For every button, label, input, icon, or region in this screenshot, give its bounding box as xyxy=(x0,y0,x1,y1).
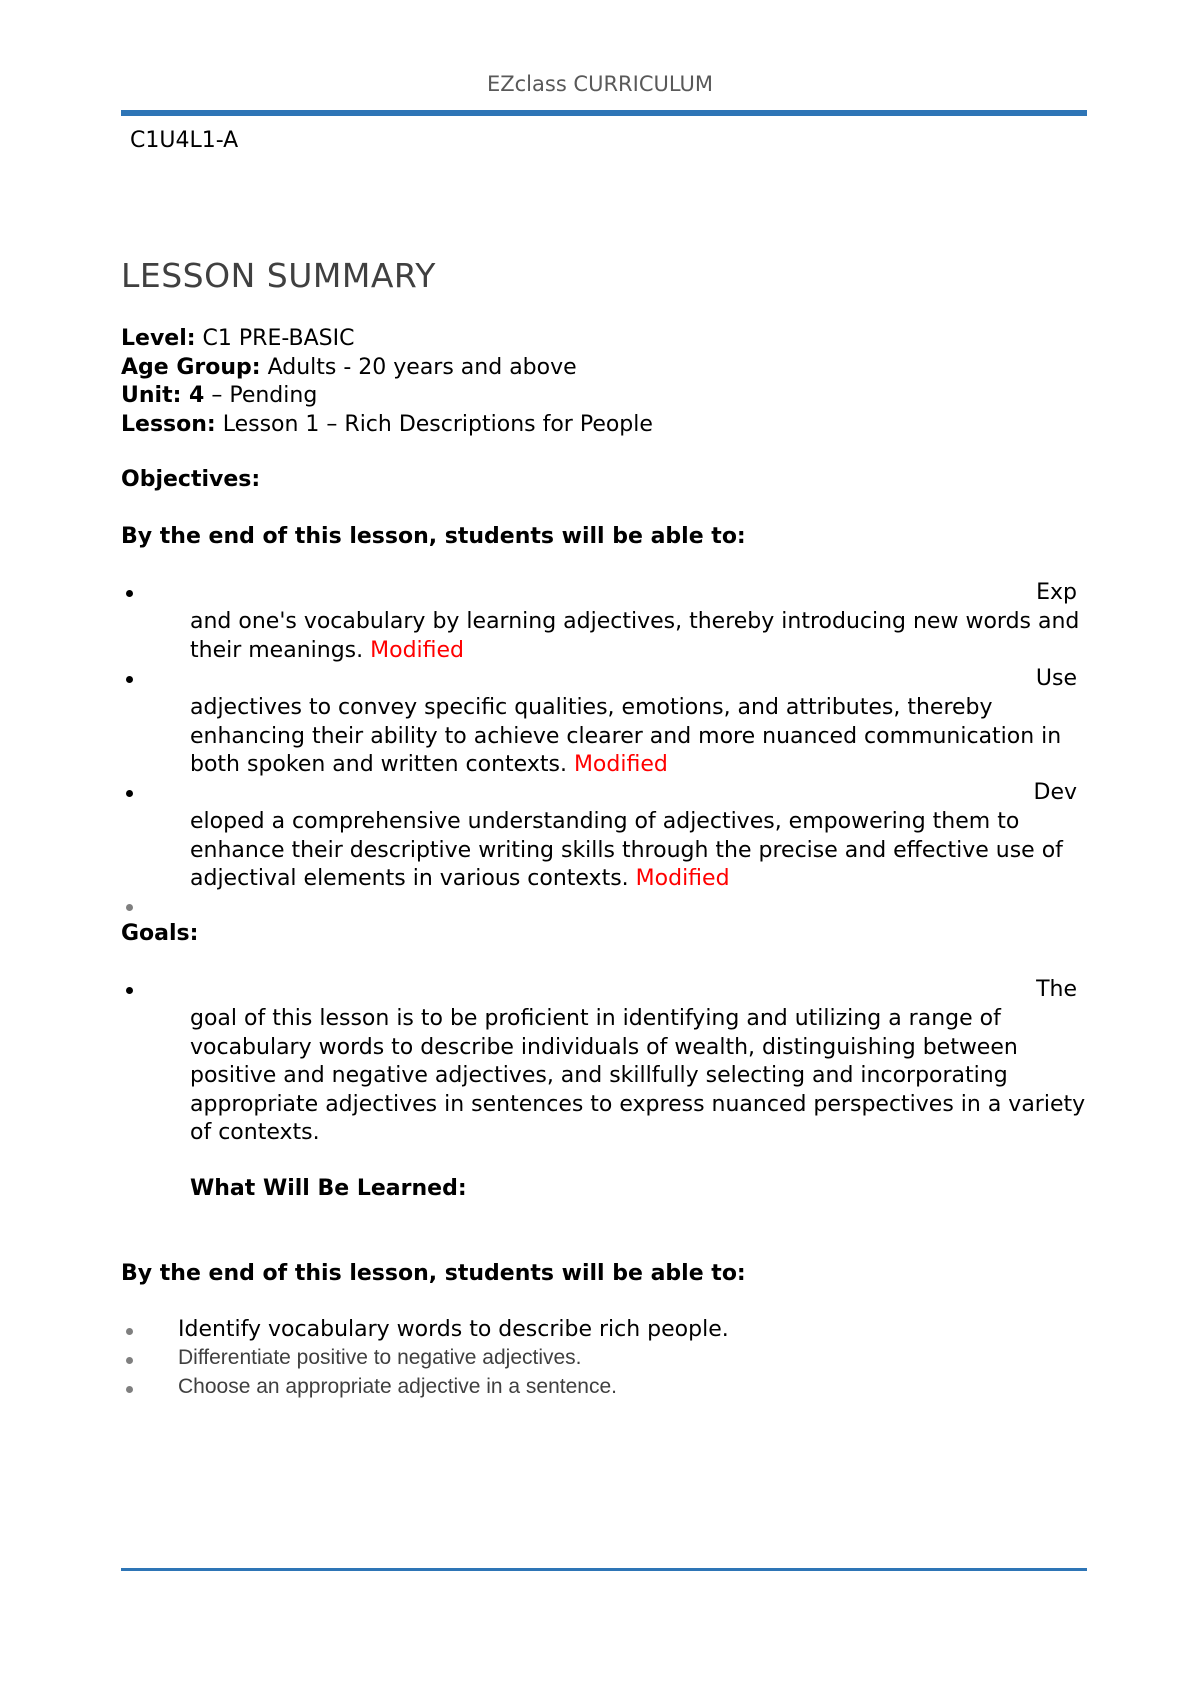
goal-lead: The xyxy=(1036,977,1077,1002)
outcome-item-2: Differentiate positive to negative adjectives. xyxy=(178,1346,582,1369)
modified-tag: Modified xyxy=(370,637,465,663)
objective-3 xyxy=(190,808,1090,894)
objective-1-lead: Exp xyxy=(1036,580,1077,605)
what-will-be-learned-heading: What Will Be Learned: xyxy=(190,1176,467,1201)
modified-tag: Modified xyxy=(573,752,668,777)
level-value: C1 PRE-BASIC xyxy=(195,326,355,351)
modified-tag: Modified xyxy=(635,866,730,891)
outcomes-intro: By the end of this lesson, students will be able to: xyxy=(121,1261,746,1286)
outcome-item-1: Identify vocabulary words to describe rich people. xyxy=(178,1317,729,1342)
bullet-icon xyxy=(126,904,133,911)
objective-3-text: eloped a comprehensive understanding of adjectives, empowering them to enhance their descriptive writing skills through the precise and effective use of adjectival elements in various contexts. xyxy=(190,809,1063,891)
bullet-icon xyxy=(126,790,133,797)
bullet-icon xyxy=(126,987,133,994)
footer-divider xyxy=(121,1568,1087,1571)
header-divider xyxy=(121,110,1087,116)
objective-2 xyxy=(190,694,1090,780)
document-code: C1U4L1-A xyxy=(130,128,239,153)
unit-row xyxy=(121,382,653,411)
bullet-icon xyxy=(126,676,133,683)
bullet-icon xyxy=(126,1357,133,1364)
outcome-item-3: Choose an appropriate adjective in a sentence. xyxy=(178,1375,617,1398)
objective-1 xyxy=(190,608,1090,665)
level-row xyxy=(121,325,653,354)
age-group-row xyxy=(121,354,653,383)
unit-value: – Pending xyxy=(204,383,318,408)
bullet-icon xyxy=(126,1386,133,1393)
lesson-info xyxy=(121,325,653,439)
lesson-label: Lesson: xyxy=(121,411,216,437)
objective-2-lead: Use xyxy=(1035,666,1077,691)
header-title: EZclass CURRICULUM xyxy=(486,72,714,96)
objective-3-lead: Dev xyxy=(1033,780,1077,805)
bullet-icon xyxy=(126,1328,133,1335)
bullet-icon xyxy=(126,590,133,597)
objectives-intro: By the end of this lesson, students will be able to: xyxy=(121,524,746,549)
unit-label: Unit: 4 xyxy=(121,383,205,408)
goal-text: goal of this lesson is to be proficient in identifying and utilizing a range of vocabulary words to describe individuals of wealth, distinguishing between positive and negative adjectives, and skillfully selecting and incorporating appropriate adjectives in sentences to express nuanced perspectives in a variety of contexts. xyxy=(190,1006,1086,1145)
objective-1-text: and one's vocabulary by learning adjectives, thereby introducing new words and their meanings. xyxy=(190,609,1080,663)
objectives-heading: Objectives: xyxy=(121,467,261,492)
lesson-value: Lesson 1 – Rich Descriptions for People xyxy=(215,411,653,437)
objective-2-text: adjectives to convey specific qualities, emotions, and attributes, thereby enhancing their ability to achieve clearer and more nuanced communication in both spoken and written contexts. xyxy=(190,695,1062,777)
lesson-row xyxy=(121,411,653,440)
page-title: LESSON SUMMARY xyxy=(121,256,436,295)
age-group-label: Age Group: xyxy=(121,354,261,380)
age-group-value: Adults - 20 years and above xyxy=(260,354,577,380)
level-label: Level: xyxy=(121,326,196,351)
goals-heading: Goals: xyxy=(121,921,199,946)
